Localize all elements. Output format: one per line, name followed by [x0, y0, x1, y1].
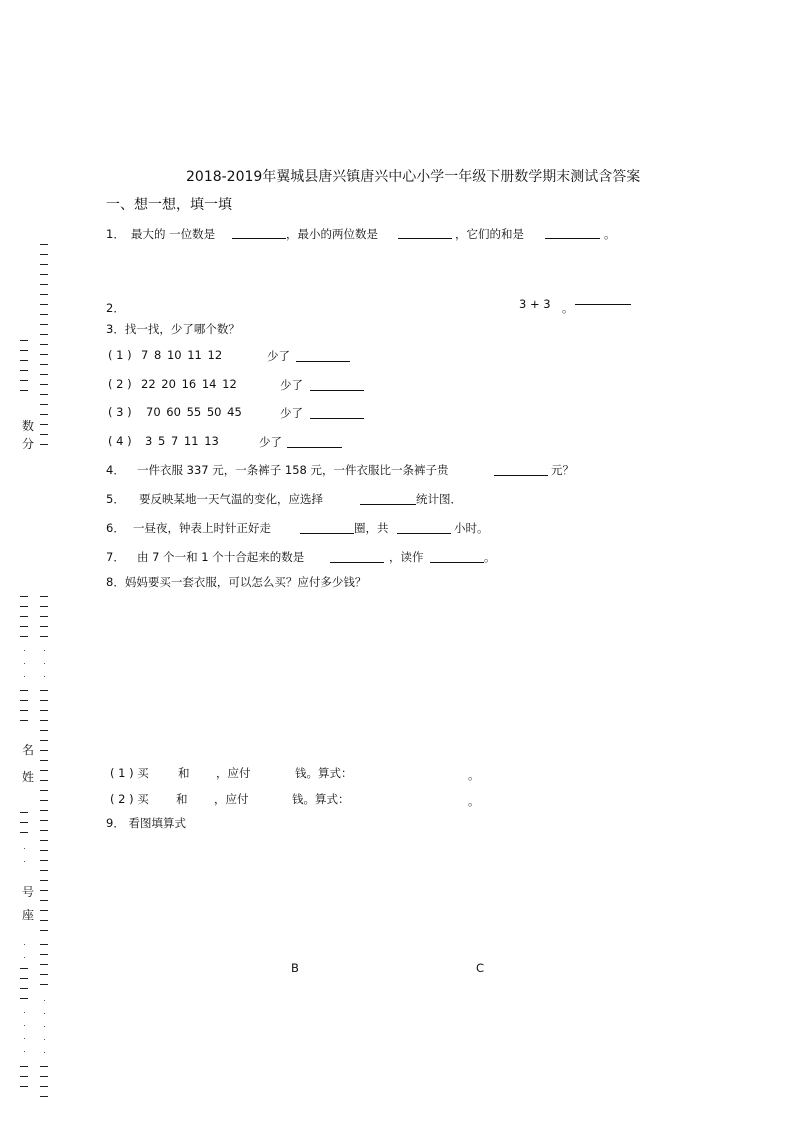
margin-dots-3: [24, 848, 26, 874]
margin-score-label-2: 分: [22, 437, 35, 451]
q3-item-4-numbers: 3 5 7 11 13: [145, 434, 219, 448]
q1-text-c: ，它们的和是: [455, 227, 524, 241]
q3-item-4-label: ( 4 ): [108, 434, 132, 448]
q7-number: 7．: [106, 550, 125, 564]
q7-text-b: ，读作: [389, 550, 424, 564]
q9-figure-label-c: C: [476, 961, 485, 975]
q2-expression: 3 + 3: [519, 297, 551, 311]
q3-item-2-numbers: 22 20 16 14 12: [141, 377, 237, 391]
q8-item-1-pay: ，应付: [216, 766, 251, 780]
margin-dashes-4: [20, 596, 28, 646]
q3-item-3-numbers: 70 60 55 50 45: [146, 405, 242, 419]
q1-blank-2[interactable]: [398, 238, 452, 239]
q6-text-b: 圈，共: [354, 521, 389, 535]
q4-number: 4．: [106, 463, 125, 477]
margin-name-label-2: 姓: [22, 770, 35, 784]
q8-item-1-money: 钱。算式：: [295, 766, 353, 780]
margin-dashes-3: [40, 596, 48, 646]
margin-dashes-8: [20, 812, 28, 842]
margin-dashes-9: [40, 944, 48, 994]
q7-text-c: 。: [484, 550, 496, 564]
margin-dashes-12: [20, 1066, 28, 1096]
q3-item-1-numbers: 7 8 10 11 12: [141, 348, 223, 362]
q6-blank-1[interactable]: [300, 533, 354, 534]
q8-item-1-and: 和: [178, 766, 190, 780]
q9-figure-label-b: B: [291, 961, 299, 975]
q4-text-b: 元？: [551, 463, 574, 477]
q2-number: 2．: [106, 301, 125, 315]
q3-item-3-blank[interactable]: [310, 418, 364, 419]
q6-text-c: 小时。: [454, 521, 489, 535]
q7-blank-1[interactable]: [330, 562, 384, 563]
q3-text: 3．找一找，少了哪个数？: [106, 322, 240, 336]
margin-dashes-1: [40, 244, 48, 454]
margin-seat-label-1: 号: [22, 885, 35, 899]
margin-dashes-11: [40, 1066, 48, 1106]
q6-blank-2[interactable]: [397, 533, 451, 534]
margin-name-label-1: 名: [22, 743, 35, 757]
margin-dashes-7: [40, 770, 48, 940]
q7-blank-2[interactable]: [430, 562, 484, 563]
page-title: 2018-2019年翼城县唐兴镇唐兴中心小学一年级下册数学期末测试含答案: [186, 169, 641, 185]
q5-blank[interactable]: [360, 504, 416, 505]
margin-seat-label-2: 座: [22, 908, 35, 922]
q4-text-a: 一件衣服 337 元，一条裤子 158 元，一件衣服比一条裤子贵: [137, 463, 449, 477]
margin-dots-2: [24, 650, 26, 689]
q1-text-d: 。: [604, 227, 616, 241]
q6-text-a: 一昼夜，钟表上时针正好走: [133, 521, 271, 535]
q9-text: 9． 看图填算式: [106, 816, 186, 830]
q5-number: 5．: [106, 492, 125, 506]
q8-item-2-label: ( 2 ) 买: [110, 792, 149, 806]
q6-number: 6．: [106, 521, 125, 535]
q1-text-a: 最大的 一位数是: [131, 227, 216, 241]
margin-dashes-6: [20, 690, 28, 730]
q7-text-a: 由 7 个一和 1 个十合起来的数是: [137, 550, 305, 564]
q5-text-a: 要反映某地一天气温的变化，应选择: [139, 492, 323, 506]
q3-item-3-missing: 少了: [280, 406, 303, 420]
q8-item-2-end: 。: [468, 794, 480, 808]
q8-item-2-pay: ，应付: [214, 792, 249, 806]
margin-dashes-2: [20, 340, 28, 400]
margin-dots-1: [44, 650, 46, 689]
q3-item-2-missing: 少了: [280, 378, 303, 392]
margin-dashes-5: [40, 690, 48, 770]
margin-score-label-1: 数: [22, 419, 35, 433]
margin-dots-6: [24, 1012, 26, 1064]
q3-item-1-blank[interactable]: [296, 361, 350, 362]
margin-dots-5: [44, 1000, 46, 1065]
section-heading: 一、想一想，填一填: [106, 197, 232, 213]
q3-item-2-label: ( 2 ): [108, 377, 132, 391]
q3-item-3-label: ( 3 ): [108, 405, 132, 419]
q8-text: 8．妈妈要买一套衣服，可以怎么买？应付多少钱？: [106, 575, 367, 589]
q8-item-1-end: 。: [468, 768, 480, 782]
q8-item-1-label: ( 1 ) 买: [110, 766, 149, 780]
margin-dashes-10: [20, 968, 28, 1008]
q8-item-2-and: 和: [176, 792, 188, 806]
q8-item-2-money: 钱。算式：: [292, 792, 350, 806]
q3-item-1-missing: 少了: [267, 349, 290, 363]
q1-blank-3[interactable]: [545, 238, 600, 239]
q3-item-1-label: ( 1 ): [108, 348, 132, 362]
q1-text-b: ，最小的两位数是: [286, 227, 378, 241]
q3-item-2-blank[interactable]: [310, 390, 364, 391]
q2-blank[interactable]: [575, 304, 631, 305]
q3-item-4-blank[interactable]: [287, 447, 342, 448]
q3-item-4-missing: 少了: [259, 435, 282, 449]
q5-text-b: 统计图．: [416, 492, 462, 506]
q1-blank-1[interactable]: [232, 238, 286, 239]
margin-dots-4: [24, 944, 26, 970]
q2-end: 。: [562, 301, 574, 315]
q4-blank[interactable]: [494, 475, 548, 476]
q1-number: 1．: [106, 227, 125, 241]
